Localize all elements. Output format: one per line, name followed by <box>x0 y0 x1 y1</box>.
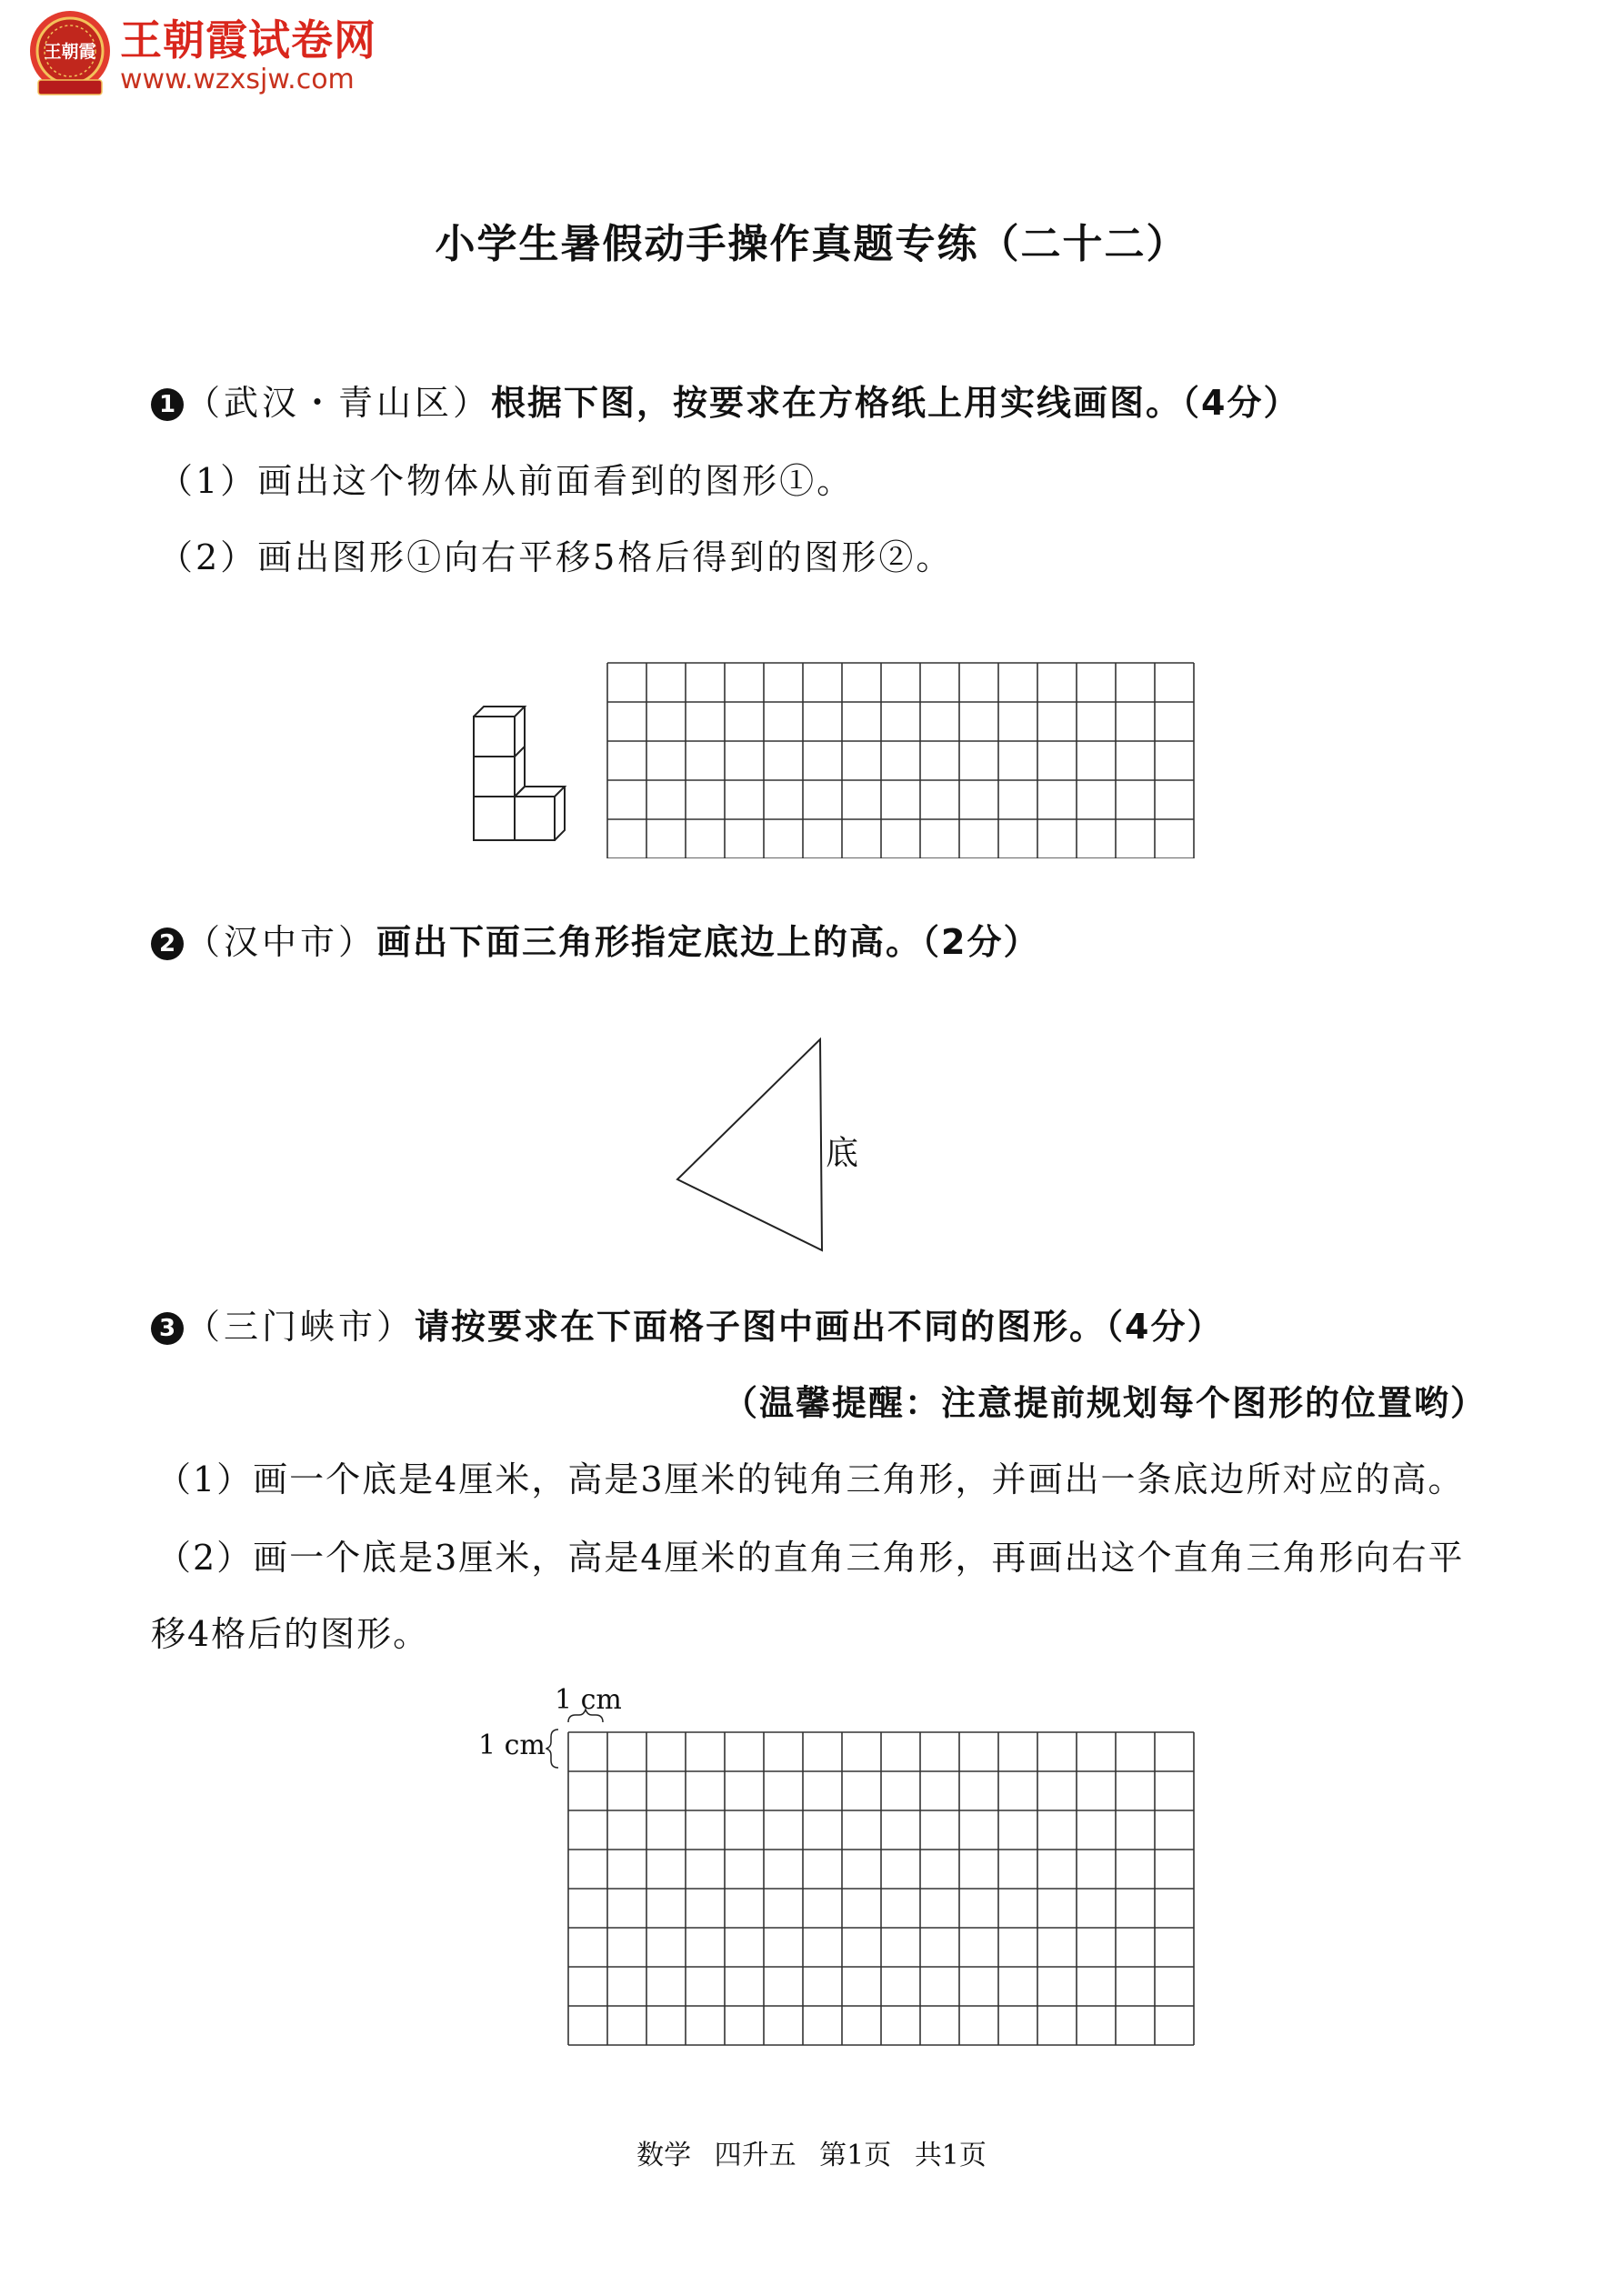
question-1-item-2: （2）画出图形①向右平移5格后得到的图形②。 <box>158 537 954 577</box>
question-3-item-1: （1）画一个底是4厘米，高是3厘米的钝角三角形，并画出一条底边所对应的高。 <box>156 1459 1465 1499</box>
question-1-source: （武汉・青山区） <box>185 383 492 423</box>
brand-url[interactable]: www.wzxsjw.com <box>120 64 355 95</box>
question-2-prompt: 画出下面三角形指定底边上的高。（2分） <box>376 922 1040 962</box>
question-1-prompt: 根据下图，按要求在方格纸上用实线画图。（4分） <box>491 383 1300 423</box>
footer-page: 第1页 <box>819 2140 892 2171</box>
question-1-header <box>151 375 1299 425</box>
question-2-source: （汉中市） <box>185 922 377 962</box>
question-3-header <box>151 1298 1223 1349</box>
question-3-prompt: 请按要求在下面格子图中画出不同的图形。（4分） <box>415 1307 1224 1347</box>
question-3-grid[interactable] <box>567 1731 1197 2046</box>
cube-stack-figure <box>471 698 567 844</box>
question-1-grid[interactable] <box>606 662 1195 858</box>
question-1-item-1: （1）画出这个物体从前面看到的图形①。 <box>158 461 855 501</box>
question-3-reminder: （温馨提醒：注意提前规划每个图形的位置哟） <box>722 1383 1487 1423</box>
footer-total: 共1页 <box>914 2140 987 2171</box>
base-label: 底 <box>826 1135 862 1172</box>
unit-label-left: 1 cm <box>478 1730 546 1761</box>
triangle-figure[interactable] <box>673 1032 837 1259</box>
page-footer <box>0 2132 1623 2172</box>
question-2-number: 2 <box>151 927 184 960</box>
seal-text: 王朝霞 <box>44 42 96 62</box>
question-1-number: 1 <box>151 388 184 421</box>
footer-subject: 数学 <box>636 2140 692 2171</box>
footer-grade: 四升五 <box>714 2140 796 2171</box>
question-3-source: （三门峡市） <box>185 1307 416 1347</box>
brand-name: 王朝霞试卷网 <box>120 15 376 65</box>
unit-label-top: 1 cm <box>555 1684 622 1716</box>
question-3-number: 3 <box>151 1312 184 1345</box>
logo-seal <box>25 9 115 98</box>
question-3-item-2: （2）画一个底是3厘米，高是4厘米的直角三角形，再画出这个直角三角形向右平 <box>156 1538 1465 1578</box>
page-title: 小学生暑假动手操作真题专练（二十二） <box>435 221 1188 267</box>
question-2-header <box>151 914 1039 964</box>
question-3-item-2-continued: 移4格后的图形。 <box>151 1614 430 1654</box>
